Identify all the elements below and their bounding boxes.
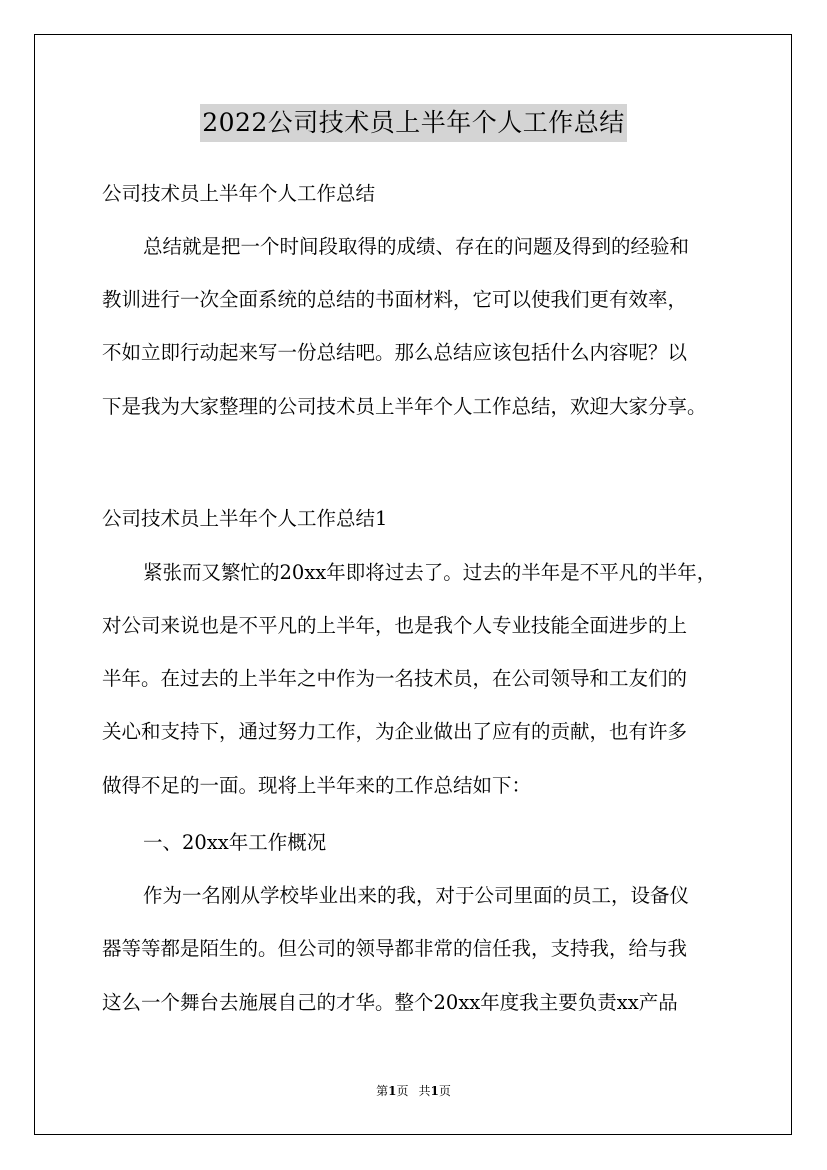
title-container [0,104,827,142]
paragraph-line: 器等等都是陌生的。但公司的领导都非常的信任我，支持我，给与我 [102,937,688,960]
document-title: 2022公司技术员上半年个人工作总结 [200,104,627,142]
paragraph-line: 下是我为大家整理的公司技术员上半年个人工作总结，欢迎大家分享。 [102,395,707,418]
paragraph-line: 紧张而又繁忙的20xx年即将过去了。过去的半年是不平凡的半年， [143,561,717,584]
footer-page-suffix: 页 [396,1084,409,1098]
paragraph-line: 对公司来说也是不平凡的上半年，也是我个人专业技能全面进步的上 [102,614,688,637]
paragraph-line: 教训进行一次全面系统的总结的书面材料，它可以使我们更有效率， [102,288,688,311]
paragraph-line: 半年。在过去的上半年之中作为一名技术员，在公司领导和工友们的 [102,667,688,690]
footer-total-prefix: 共 [418,1084,431,1098]
paragraph-line: 关心和支持下，通过努力工作，为企业做出了应有的贡献，也有许多 [102,720,688,743]
subsection-heading: 一、20xx年工作概况 [143,831,327,854]
paragraph-line: 不如立即行动起来写一份总结吧。那么总结应该包括什么内容呢？以 [102,341,688,364]
footer-total-number: 1 [430,1084,439,1098]
footer-page-prefix: 第 [376,1084,389,1098]
footer-total-suffix: 页 [438,1084,451,1098]
section-heading: 公司技术员上半年个人工作总结1 [102,507,388,530]
section-heading: 公司技术员上半年个人工作总结 [102,182,376,205]
paragraph-line: 作为一名刚从学校毕业出来的我，对于公司里面的员工，设备仪 [143,884,690,907]
paragraph-line: 做得不足的一面。现将上半年来的工作总结如下： [102,774,532,797]
paragraph-line: 这么一个舞台去施展自己的才华。整个20xx年度我主要负责xx产品 [102,991,678,1014]
footer-page-number: 1 [388,1084,397,1098]
paragraph-line: 总结就是把一个时间段取得的成绩、存在的问题及得到的经验和 [143,235,690,258]
page-footer [0,1083,827,1099]
